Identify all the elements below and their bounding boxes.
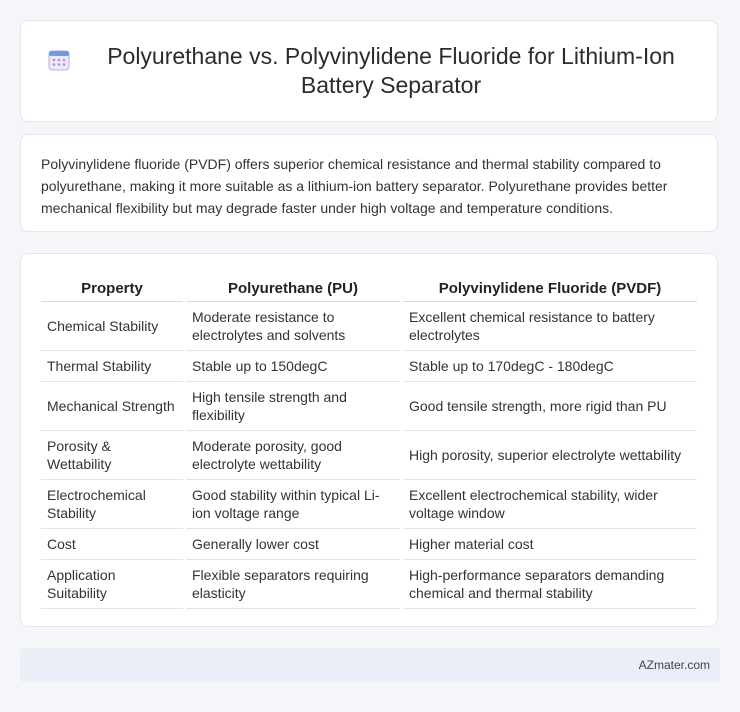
page-title: Polyurethane vs. Polyvinylidene Fluoride for Lithium-Ion Battery Separator [107, 43, 675, 98]
summary-card [20, 134, 718, 232]
pvdf-cell: Excellent electrochemical stability, wider voltage window [403, 480, 697, 529]
pvdf-cell: Higher material cost [403, 529, 697, 560]
table-row [41, 480, 697, 529]
pvdf-cell: High-performance separators demanding chemical and thermal stability [403, 560, 697, 609]
pvdf-cell: Good tensile strength, more rigid than PU [403, 382, 697, 431]
property-cell: Porosity & Wettability [41, 431, 183, 480]
header-pvdf: Polyvinylidene Fluoride (PVDF) [403, 274, 697, 302]
title-card [20, 20, 718, 122]
property-cell: Cost [41, 529, 183, 560]
property-cell: Mechanical Strength [41, 382, 183, 431]
pvdf-cell: High porosity, superior electrolyte wettability [403, 431, 697, 480]
header-polyurethane: Polyurethane (PU) [186, 274, 400, 302]
pvdf-cell: Excellent chemical resistance to battery electrolytes [403, 302, 697, 351]
table-row [41, 302, 697, 351]
table-row [41, 529, 697, 560]
summary-text: Polyvinylidene fluoride (PVDF) offers superior chemical resistance and thermal stability compared to polyurethane, making it more suitable as a lithium-ion battery separator. Polyurethane provides better mechanical flexibility but may degrade faster under high voltage and temperature conditions. [41, 156, 668, 216]
comparison-table-card [20, 253, 718, 627]
pu-cell: Moderate resistance to electrolytes and solvents [186, 302, 400, 351]
table-header-row [41, 274, 697, 302]
pvdf-cell: Stable up to 170degC - 180degC [403, 351, 697, 382]
property-cell: Chemical Stability [41, 302, 183, 351]
footer [20, 648, 720, 682]
table-row [41, 351, 697, 382]
header-property: Property [41, 274, 183, 302]
calendar-icon [47, 48, 71, 72]
table-row [41, 560, 697, 609]
footer-brand[interactable]: AZmater.com [638, 658, 710, 672]
pu-cell: Flexible separators requiring elasticity [186, 560, 400, 609]
pu-cell: High tensile strength and flexibility [186, 382, 400, 431]
pu-cell: Stable up to 150degC [186, 351, 400, 382]
property-cell: Electrochemical Stability [41, 480, 183, 529]
table-row [41, 431, 697, 480]
comparison-table [38, 274, 700, 609]
table-row [41, 382, 697, 431]
property-cell: Thermal Stability [41, 351, 183, 382]
property-cell: Application Suitability [41, 560, 183, 609]
pu-cell: Good stability within typical Li-ion voltage range [186, 480, 400, 529]
pu-cell: Generally lower cost [186, 529, 400, 560]
pu-cell: Moderate porosity, good electrolyte wettability [186, 431, 400, 480]
